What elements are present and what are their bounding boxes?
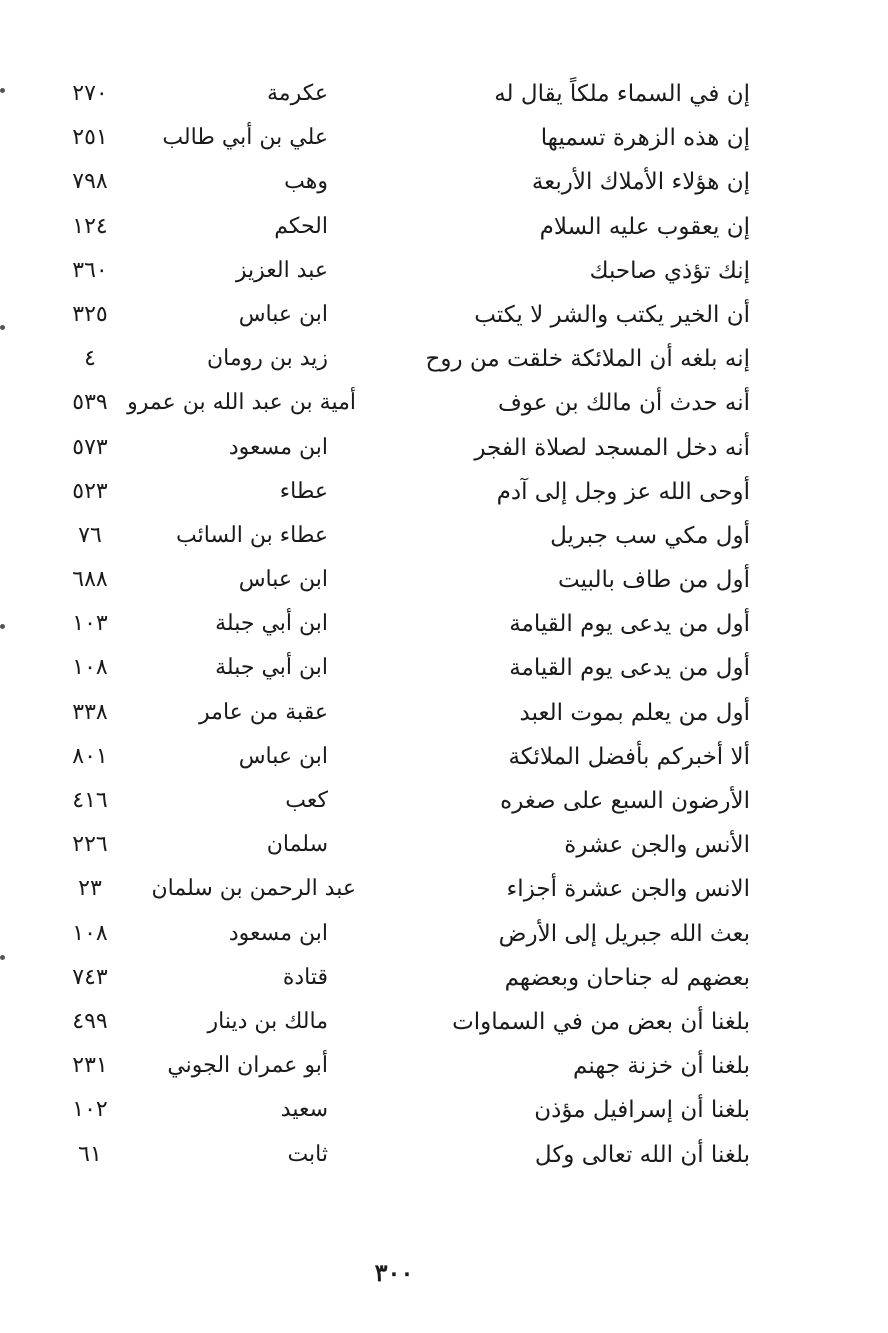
index-row bbox=[60, 337, 750, 381]
reference-number: ٦٨٨ bbox=[72, 567, 108, 593]
narrator-name: عطاء bbox=[279, 478, 328, 504]
reference-number: ٤١٦ bbox=[72, 788, 108, 813]
hadith-phrase: أن الخير يكتب والشر لا يكتب bbox=[474, 301, 750, 328]
narrator-name: ابن عباس bbox=[238, 301, 328, 327]
index-row bbox=[60, 691, 750, 735]
reference-number: ٥٣٩ bbox=[72, 390, 108, 416]
index-row bbox=[60, 470, 750, 514]
hadith-phrase: بلغنا أن بعض من في السماوات bbox=[452, 1008, 750, 1035]
reference-number: ٧٩٨ bbox=[72, 169, 108, 195]
narrator-name: وهب bbox=[284, 169, 328, 195]
narrator-name: عقبة من عامر bbox=[199, 699, 328, 725]
narrator-name: الحكم bbox=[274, 213, 328, 239]
index-row bbox=[60, 912, 750, 956]
hadith-phrase: بلغنا أن إسرافيل مؤذن bbox=[534, 1097, 750, 1124]
reference-number: ٧٤٣ bbox=[72, 964, 108, 990]
reference-number: ٨٠١ bbox=[72, 743, 108, 769]
hadith-phrase: أول من يدعى يوم القيامة bbox=[509, 655, 750, 682]
index-row bbox=[60, 602, 750, 646]
narrator-name: علي بن أبي طالب bbox=[162, 125, 328, 151]
hadith-phrase: بعضهم له جناحان وبعضهم bbox=[504, 964, 750, 991]
index-row bbox=[60, 735, 750, 779]
index-row bbox=[60, 956, 750, 1000]
index-row bbox=[60, 160, 750, 204]
reference-number: ٢٢٦ bbox=[72, 832, 108, 858]
index-row bbox=[60, 1044, 750, 1088]
reference-number: ٢٣١ bbox=[72, 1053, 108, 1079]
index-row bbox=[60, 249, 750, 293]
index-row bbox=[60, 646, 750, 690]
narrator-name: ابن عباس bbox=[238, 567, 328, 593]
narrator-name: أمية بن عبد الله بن عمرو bbox=[127, 390, 356, 416]
hadith-phrase: بلغنا أن الله تعالى وكل bbox=[534, 1141, 750, 1168]
reference-number: ٢٣ bbox=[78, 876, 102, 902]
margin-mark bbox=[0, 955, 5, 960]
reference-number: ٤٩٩ bbox=[72, 1008, 108, 1034]
index-row bbox=[60, 779, 750, 823]
reference-number: ٧٦ bbox=[78, 522, 102, 548]
hadith-phrase: أول من يعلم بموت العبد bbox=[519, 699, 750, 726]
narrator-name: عبد الرحمن بن سلمان bbox=[151, 876, 356, 902]
reference-number: ١٠٢ bbox=[72, 1097, 108, 1123]
reference-number: ٣٢٥ bbox=[72, 301, 108, 327]
hadith-phrase: إن في السماء ملكاً يقال له bbox=[494, 81, 750, 107]
hadith-phrase: الأرضون السبع على صغره bbox=[500, 788, 750, 814]
narrator-name: قتادة bbox=[282, 964, 328, 990]
index-row bbox=[60, 72, 750, 116]
hadith-phrase: أول من طاف بالبيت bbox=[557, 567, 750, 594]
hadith-phrase: أوحى الله عز وجل إلى آدم bbox=[496, 478, 750, 505]
page-number: ٣٠٠ bbox=[374, 1258, 414, 1287]
index-row bbox=[60, 381, 750, 425]
index-row bbox=[60, 205, 750, 249]
reference-number: ١٠٨ bbox=[72, 655, 108, 681]
narrator-name: ثابت bbox=[287, 1141, 328, 1167]
narrator-name: ابن عباس bbox=[238, 743, 328, 769]
narrator-name: كعب bbox=[285, 788, 328, 813]
hadith-phrase: إن يعقوب عليه السلام bbox=[539, 213, 750, 240]
reference-number: ١٢٤ bbox=[72, 213, 108, 239]
narrator-name: مالك بن دينار bbox=[207, 1008, 328, 1034]
hadith-phrase: إنك تؤذي صاحبك bbox=[589, 257, 750, 284]
index-row bbox=[60, 1088, 750, 1132]
index-row bbox=[60, 867, 750, 911]
hadith-phrase: إن هذه الزهرة تسميها bbox=[540, 125, 750, 152]
hadith-phrase: بلغنا أن خزنة جهنم bbox=[573, 1053, 750, 1080]
reference-number: ٢٥١ bbox=[72, 125, 108, 151]
narrator-name: سعيد bbox=[280, 1097, 328, 1123]
index-row bbox=[60, 116, 750, 160]
reference-number: ٣٣٨ bbox=[72, 699, 108, 725]
reference-number: ٢٧٠ bbox=[72, 81, 108, 106]
narrator-name: عطاء بن السائب bbox=[176, 522, 328, 548]
index-row bbox=[60, 514, 750, 558]
index-row bbox=[60, 1133, 750, 1177]
hadith-phrase: الأنس والجن عشرة bbox=[564, 832, 750, 859]
reference-number: ١٠٨ bbox=[72, 920, 108, 946]
reference-number: ١٠٣ bbox=[72, 611, 108, 637]
reference-number: ٤ bbox=[84, 346, 96, 372]
reference-number: ٥٧٣ bbox=[72, 434, 108, 460]
hadith-phrase: بعث الله جبريل إلى الأرض bbox=[498, 920, 750, 947]
narrator-name: زيد بن رومان bbox=[206, 346, 328, 372]
hadith-phrase: أول مكي سب جبريل bbox=[550, 522, 750, 549]
hadith-phrase: إنه بلغه أن الملائكة خلقت من روح bbox=[425, 346, 750, 373]
narrator-name: ابن مسعود bbox=[228, 920, 328, 946]
reference-number: ٦١ bbox=[78, 1141, 102, 1167]
index-row bbox=[60, 823, 750, 867]
hadith-phrase: أنه حدث أن مالك بن عوف bbox=[498, 390, 750, 417]
margin-mark bbox=[0, 325, 5, 330]
hadith-index-table bbox=[60, 72, 750, 1177]
reference-number: ٥٢٣ bbox=[72, 478, 108, 504]
hadith-phrase: أنه دخل المسجد لصلاة الفجر bbox=[474, 434, 750, 461]
narrator-name: عكرمة bbox=[267, 81, 328, 106]
narrator-name: ابن أبي جبلة bbox=[215, 655, 328, 681]
index-row bbox=[60, 558, 750, 602]
narrator-name: عبد العزيز bbox=[235, 257, 328, 283]
margin-mark bbox=[0, 88, 5, 93]
hadith-phrase: أول من يدعى يوم القيامة bbox=[509, 611, 750, 638]
margin-mark bbox=[0, 624, 5, 629]
index-row bbox=[60, 1000, 750, 1044]
index-row bbox=[60, 293, 750, 337]
narrator-name: أبو عمران الجوني bbox=[167, 1053, 328, 1079]
hadith-phrase: إن هؤلاء الأملاك الأربعة bbox=[531, 169, 750, 196]
hadith-phrase: ألا أخبركم بأفضل الملائكة bbox=[508, 743, 750, 770]
hadith-phrase: الانس والجن عشرة أجزاء bbox=[506, 876, 750, 903]
reference-number: ٣٦٠ bbox=[72, 257, 108, 283]
narrator-name: ابن أبي جبلة bbox=[215, 611, 328, 637]
narrator-name: ابن مسعود bbox=[228, 434, 328, 460]
narrator-name: سلمان bbox=[266, 832, 328, 858]
index-row bbox=[60, 426, 750, 470]
